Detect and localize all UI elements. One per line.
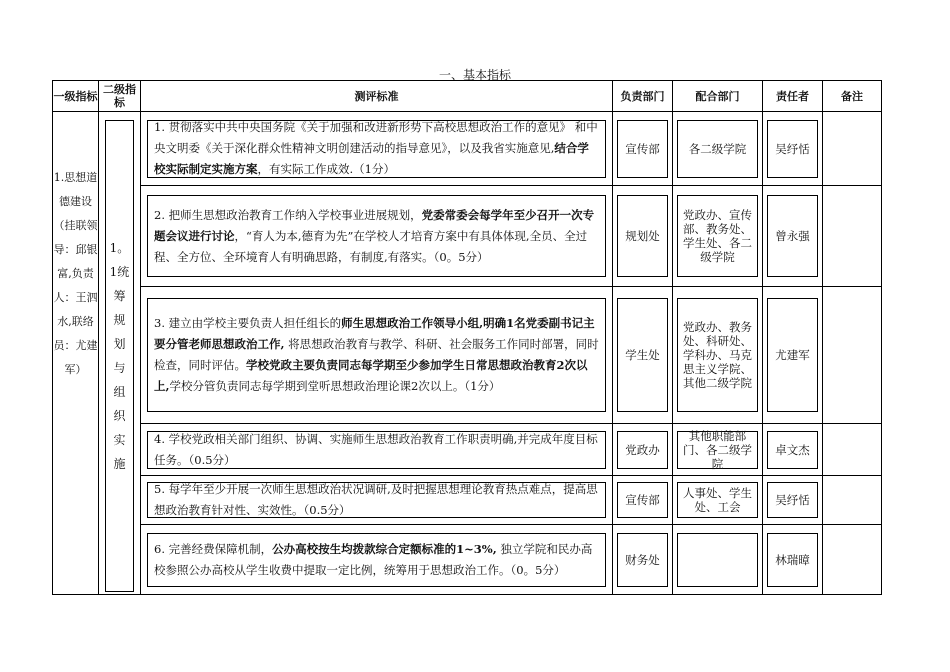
standard-segment: ，有实际工作成效.（1分） (257, 162, 395, 177)
standard-text (154, 117, 599, 180)
standard-emphasis: 结合学校实际制定实施方案 (154, 141, 589, 177)
responsible-person-cell (763, 112, 823, 186)
cooperating-dept: 各二级学院 (688, 141, 747, 156)
table-caption: 一、基本指标 (438, 68, 511, 82)
responsible-person-cell (763, 475, 823, 524)
standard-segment: 6. 完善经费保障机制， (154, 541, 273, 556)
table-row (53, 424, 882, 476)
responsible-dept: 宣传部 (625, 493, 660, 508)
responsible-person-cell (763, 287, 823, 424)
responsible-person: 曾永强 (775, 229, 810, 244)
header-responsible-person: 责任者 (763, 81, 823, 112)
cooperating-dept: 其他职能部门、各二级学院 (683, 428, 752, 471)
standard-text (154, 479, 599, 521)
responsible-dept: 规划处 (625, 229, 660, 244)
header-responsible-dept: 负责部门 (613, 81, 673, 112)
header-level1: 一级指标 (53, 81, 99, 112)
responsible-dept-cell (613, 525, 673, 595)
cooperating-dept-cell (673, 525, 763, 595)
responsible-person: 林瑞暲 (775, 552, 810, 567)
standard-segment: 3. 建立由学校主要负责人担任组长的 (154, 316, 342, 331)
standard-text (154, 313, 599, 397)
cooperating-dept-cell (673, 186, 763, 287)
standard-segment: 1. 贯彻落实中共中央国务院《关于加强和改进新形势下高校思想政治工作的意见》 和中央文明委《关于深化群众性精神文明创建活动的指导意见》，以及我省实施意见, (154, 120, 598, 156)
standard-cell (141, 475, 613, 524)
standard-text (154, 429, 599, 471)
level1-indicator-cell (53, 112, 99, 595)
standard-text (154, 205, 599, 268)
standard-cell (141, 424, 613, 476)
remark-cell (823, 525, 882, 595)
standard-segment: 学校分管负责同志每学期到堂听思想政治理论课2次以上。（1分） (169, 379, 501, 394)
remark-cell (823, 287, 882, 424)
level1-indicator: 1.思想道德建设（挂联领导：邱银富,负责人：王泗水,联络员：尤建军） (53, 171, 98, 376)
remark-cell (823, 424, 882, 476)
responsible-person-cell (763, 424, 823, 476)
table-row (53, 287, 882, 424)
level2-indicator-cell (99, 112, 141, 595)
remark-cell (823, 186, 882, 287)
standard-text (154, 539, 599, 581)
responsible-dept-cell (613, 475, 673, 524)
responsible-dept: 学生处 (625, 348, 660, 363)
cooperating-dept: 党政办、宣传部、教务处、学生处、各二级学院 (683, 208, 752, 265)
standard-emphasis: 党委常委会每学年至少召开一次专题会议进行讨论 (154, 207, 595, 243)
level2-indicator: 1。1统筹规划与组织实施 (109, 241, 130, 471)
table-row (53, 475, 882, 524)
cooperating-dept: 党政办、教务处、科研处、学科办、马克思主义学院、其他二级学院 (683, 320, 752, 391)
responsible-dept-cell (613, 424, 673, 476)
standard-segment: 独立学院和民办高校参照公办高校从学生收费中提取一定比例，统筹用于思想政治工作。（0。5分） (154, 541, 593, 577)
standard-segment: 5. 每学年至少开展一次师生思想政治状况调研,及时把握思想理论教育热点难点，提高思想政治教育针对性、实效性。（0.5分） (154, 482, 598, 518)
remark-cell (823, 475, 882, 524)
header-cooperating-dept: 配合部门 (673, 81, 763, 112)
header-row (53, 81, 882, 112)
indicator-table (52, 80, 882, 595)
standard-segment: 2. 把师生思想政治教育工作纳入学校事业进展规划， (154, 207, 422, 222)
cooperating-dept-cell (673, 112, 763, 186)
standard-emphasis: 公办高校按生均拨款综合定额标准的1~3%, (272, 541, 497, 556)
responsible-dept: 财务处 (625, 552, 660, 567)
standard-cell (141, 186, 613, 287)
cooperating-dept-cell (673, 475, 763, 524)
responsible-person-cell (763, 525, 823, 595)
table-row (53, 186, 882, 287)
responsible-person-cell (763, 186, 823, 287)
header-standard: 测评标准 (141, 81, 613, 112)
cooperating-dept-cell (673, 424, 763, 476)
responsible-dept-cell (613, 186, 673, 287)
header-level2: 二级指标 (99, 81, 141, 112)
standard-emphasis: 学校党政主要负责同志每学期至少参加学生日常思想政治教育2次以上, (154, 358, 588, 394)
responsible-dept-cell (613, 112, 673, 186)
standard-cell (141, 287, 613, 424)
header-remarks: 备注 (823, 81, 882, 112)
standard-emphasis: 师生思想政治工作领导小组,明确1名党委副书记主要分管老师思想政治工作, (154, 316, 595, 352)
table-row (53, 112, 882, 186)
standard-cell (141, 525, 613, 595)
cooperating-dept: 人事处、学生处、工会 (683, 486, 752, 515)
standard-cell (141, 112, 613, 186)
responsible-person: 吴纾恬 (775, 493, 810, 508)
responsible-dept-cell (613, 287, 673, 424)
table-row (53, 525, 882, 595)
remark-cell (823, 112, 882, 186)
standard-segment: ，“育人为本,德育为先”在学校人才培育方案中有具体体现,全员、全过程、全方位、全环境育人有明确思路，有制度,有落实。（0。5分） (154, 228, 588, 264)
responsible-dept: 党政办 (625, 442, 660, 457)
responsible-dept: 宣传部 (625, 141, 660, 156)
responsible-person: 尤建军 (775, 348, 810, 363)
standard-segment: 4. 学校党政相关部门组织、协调、实施师生思想政治教育工作职责明确,并完成年度目标任务。（0.5分） (154, 431, 598, 467)
responsible-person: 卓文杰 (775, 442, 810, 457)
responsible-person: 吴纾恬 (775, 141, 810, 156)
standard-segment: 将思想政治教育与教学、科研、社会服务工作同时部署，同时检查，同时评估。 (154, 337, 599, 373)
cooperating-dept-cell (673, 287, 763, 424)
